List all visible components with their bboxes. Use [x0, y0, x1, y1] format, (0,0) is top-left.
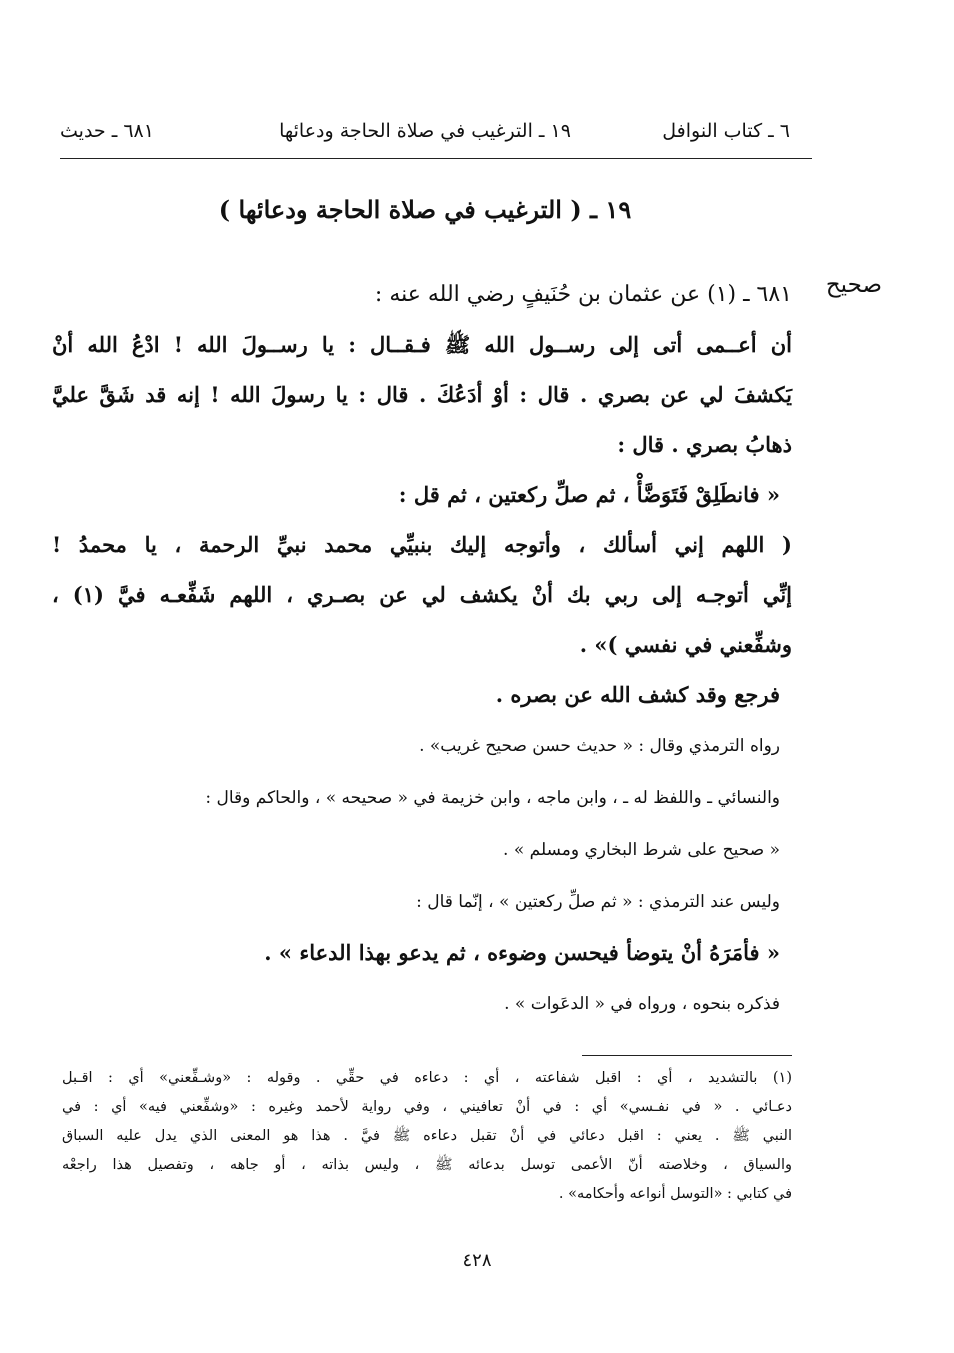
page-number: ٤٢٨: [462, 1250, 492, 1271]
footnote-divider: [582, 1055, 792, 1056]
hadith-text-line: ( اللهم إني أسألك ، وأتوجه إليك بنبيِّي محمد نبيِّ الرحمة ، يا محمدُ !: [52, 532, 792, 557]
hadith-text-line: فرجع وقد كشف الله عن بصره .: [495, 682, 780, 707]
chapter-title: ١٩ ـ ( الترغيب في صلاة الحاجة ودعائها ): [218, 195, 632, 224]
footnote-line: (١) بالتشديد ، أي : اقبل شفاعته ، أي : دعاءه في حقِّي . وقوله : «وشـفِّعني» أي : اقـبل: [62, 1070, 792, 1086]
footnotes: [62, 1064, 792, 1209]
hadith-text-line: يَكشفَ لي عن بصري . قال : أوْ أدَعُكَ . قال : يا رسولَ الله ! إنه قد شَقَّ عليَّ: [52, 382, 792, 407]
hadith-text-line: ذهابُ بصري . قال :: [617, 432, 792, 457]
takhrij-line: فذكره بنحوه ، ورواه في « الدعَوات » .: [504, 994, 780, 1014]
takhrij-line: « صحيح على شرط البخاري ومسلم » .: [503, 840, 780, 860]
footnote-line: والسياق ، وخلاصته أنّ الأعمى توسل بدعائه ﷺ ، وليس بذاته ، أو جاهه ، وتفصيل هذا راجعْه: [62, 1157, 792, 1173]
hadith-text-line: وشفِّعني في نفسي )» .: [579, 632, 792, 657]
takhrij-line: وليس عند الترمذي : « ثم صلِّ ركعتين » ، إنّما قال :: [416, 892, 780, 912]
takhrij-line: والنسائي ـ واللفظ له ـ ، وابن ماجه ، وابن خزيمة في « صحيحه » ، والحاكم وقال :: [205, 788, 780, 808]
header-book-title: ٦ ـ كتاب النوافل: [662, 120, 790, 142]
takhrij-line: رواه الترمذي وقال : « حديث حسن صحيح غريب» .: [419, 736, 780, 756]
header-hadith-number: ٦٨١ ـ حديث: [60, 120, 154, 142]
hadith-text-line: إنِّي أتوجـه إلى ربي بك أنْ يكشف لي عن بصـري ، اللهم شَفِّعـه فيَّ (١) ،: [52, 582, 792, 607]
running-header: [60, 112, 790, 152]
hadith-narrator-line: ٦٨١ ـ (١) عن عثمان بن حُنَيفٍ رضي الله عنه :: [374, 282, 792, 307]
footnote-line: النبي ﷺ . يعني : اقبل دعائي في أنْ تقبل دعاءه ﷺ فيَّ . هذا هو المعنى الذي يدل عليه السباق: [62, 1128, 792, 1144]
hadith-text-line: « فانطَلِقْ فَتَوَضَّأْ ، ثم صلِّ ركعتين ، ثم قل :: [398, 482, 780, 507]
header-chapter-title: ١٩ ـ الترغيب في صلاة الحاجة ودعائها: [279, 120, 571, 142]
hadith-text-line: أن أعــمى أتى إلى رســول الله ﷺ فـقــال : يا رســولَ الله ! ادْعُ الله أنْ: [52, 332, 792, 357]
header-divider: [60, 158, 812, 159]
footnote-line: دعـائي . « في نفـسي» أي : في أنْ تعافيني ، وفي رواية لأحمد وغيره : «وشفِّعني فيه» أي : في: [62, 1099, 792, 1115]
takhrij-quote-line: « فأمَرَهُ أنْ يتوضأ فيحسن وضوءه ، ثم يدعو بهذا الدعاء » .: [264, 940, 780, 965]
footnote-line: في كتابي : «التوسل أنواعه وأحكامه» .: [558, 1186, 792, 1202]
hadith-body: [52, 270, 792, 1030]
hadith-grade-label: صحيح: [825, 272, 882, 298]
